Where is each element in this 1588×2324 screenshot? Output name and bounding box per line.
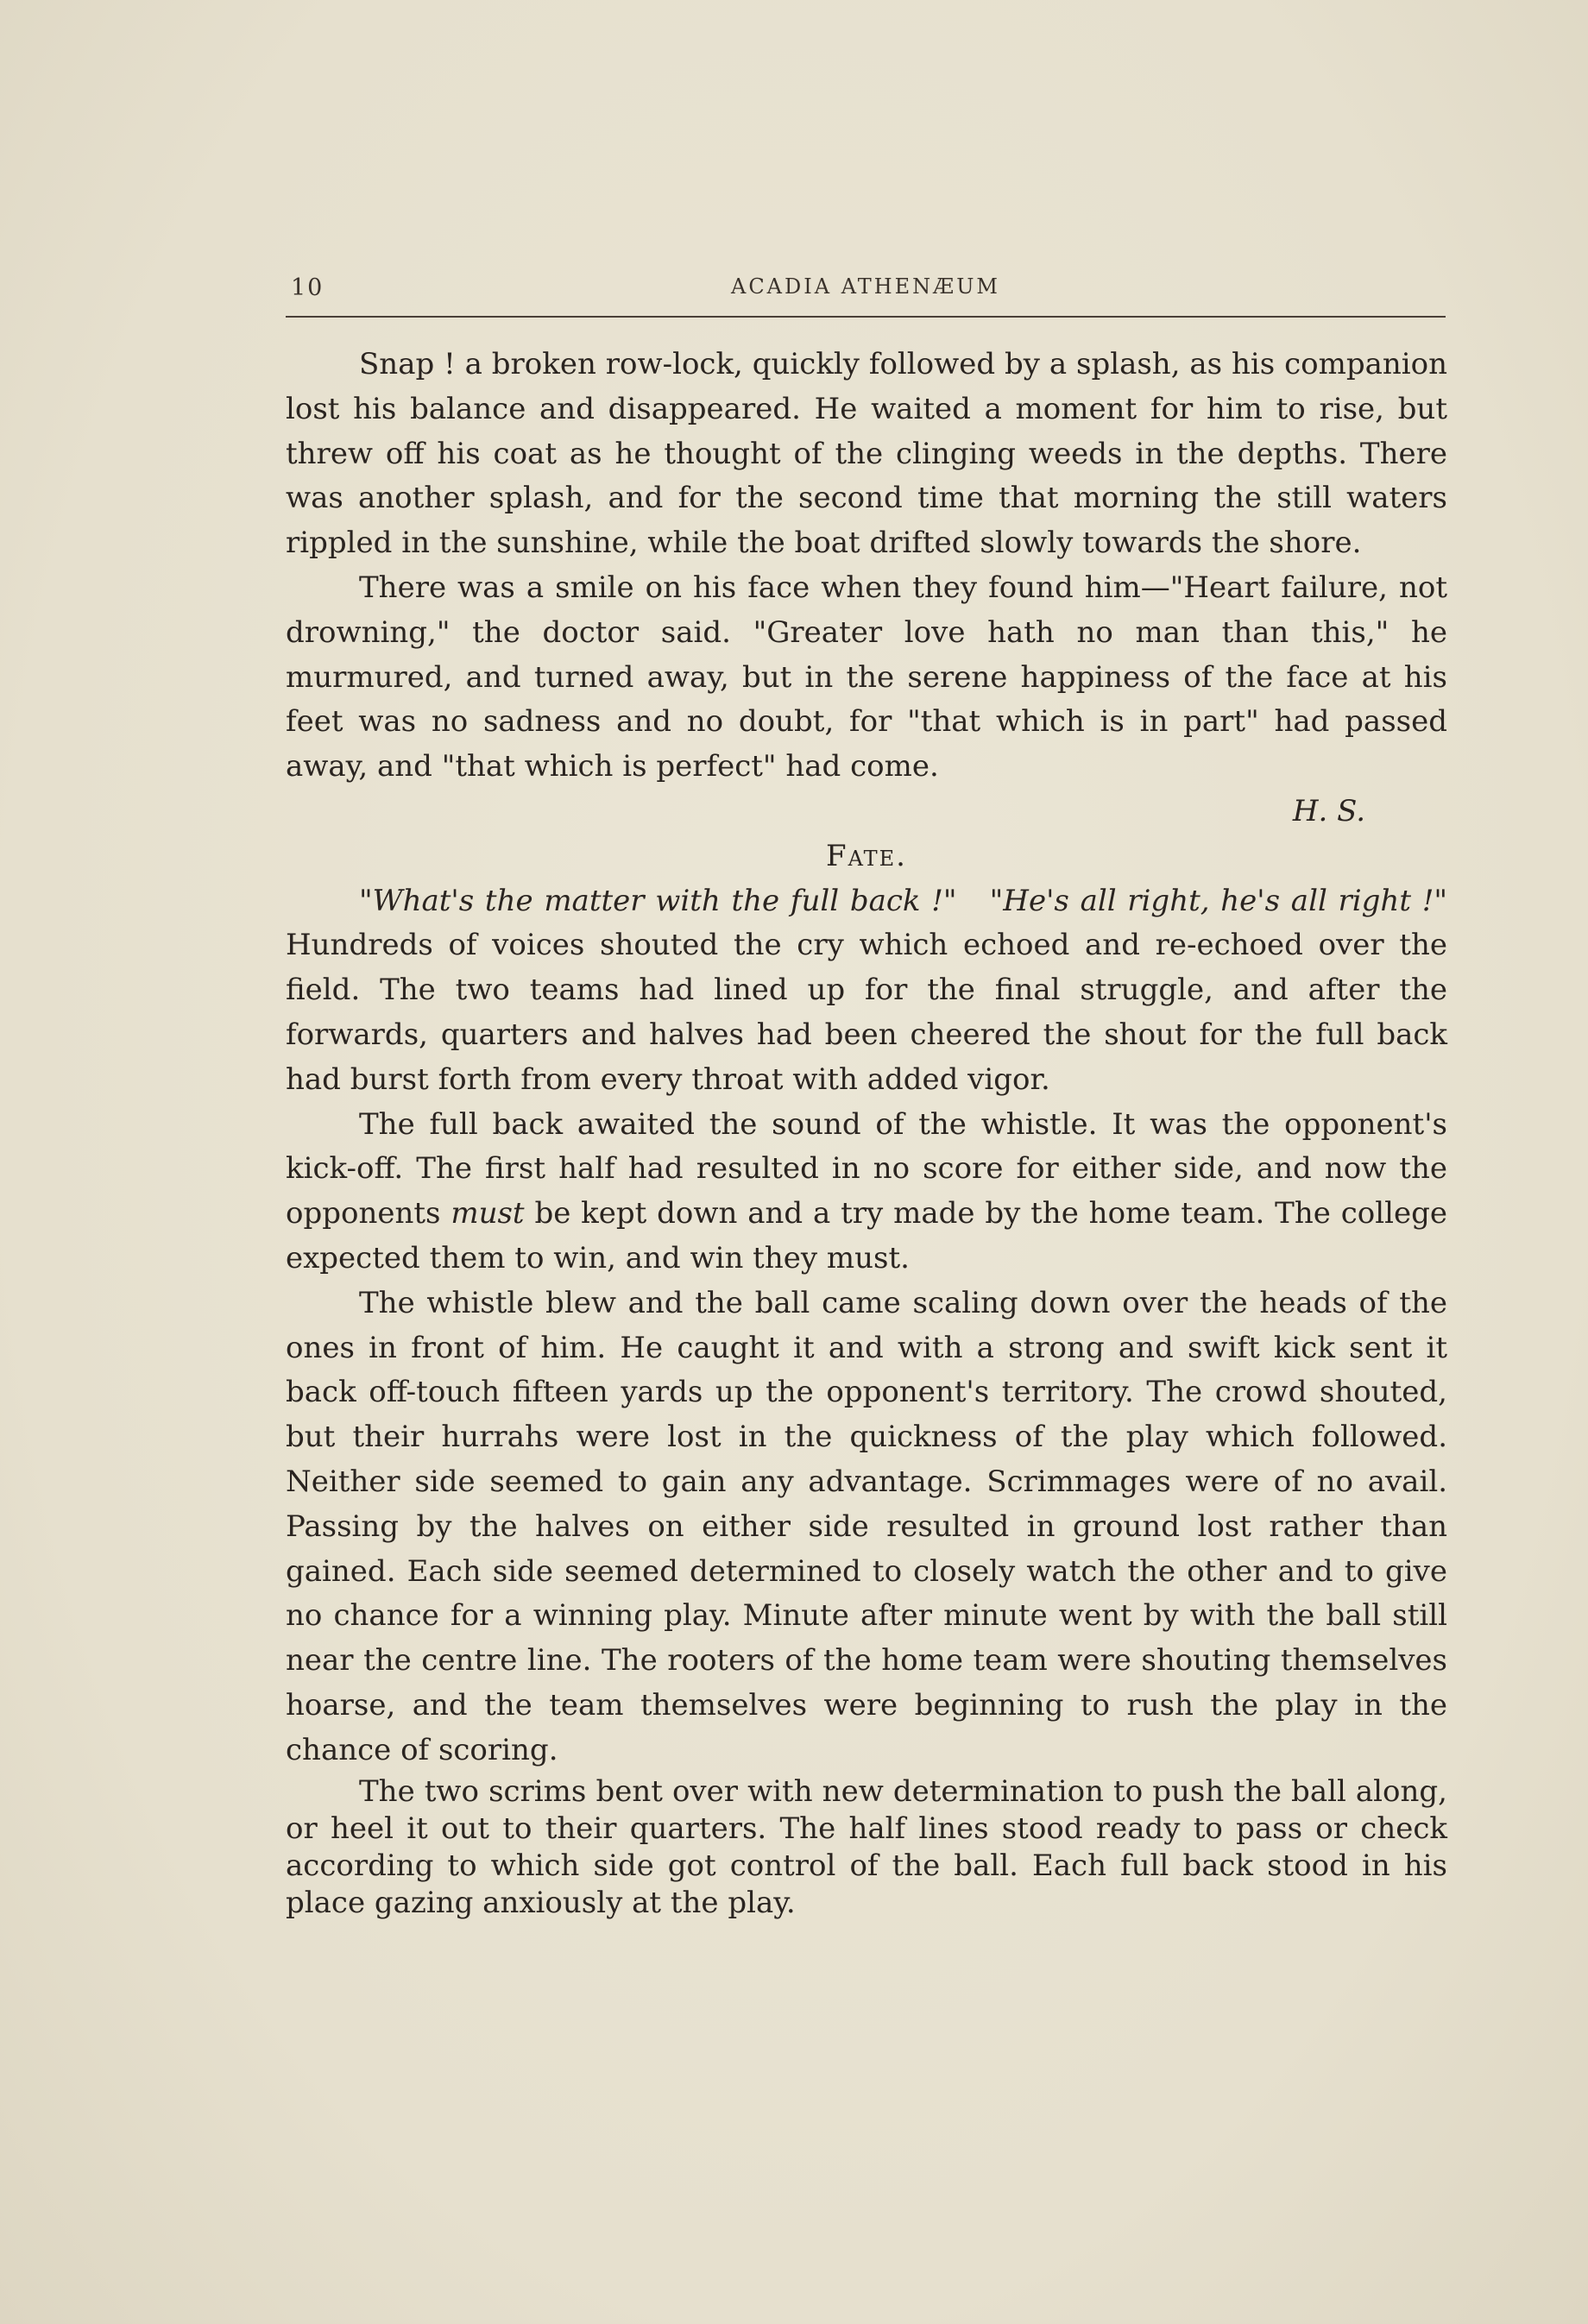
cheer-question: "What's the matter with the full back !" xyxy=(359,883,957,918)
story-paragraph-2: There was a smile on his face when they found him—"Heart failure, not drowning," the doctor said. "Greater love hath no man than this," he murmured, and turned away, but in the serene happiness of the face at his feet was no sadness and no doubt, for "that which is in part" had passed away, and "that which is perfect" had come. xyxy=(286,570,1447,784)
story-paragraph-1: Snap ! a broken row-lock, quickly followed by a splash, as his companion lost his balance and disappeared. He waited a moment for him to rise, but threw off his coat as he thought of the clinging weeds in the depths. There was another splash, and for the second time that morning the still waters rippled in the sunshine, while the boat drifted slowly towards the shore. xyxy=(286,347,1447,561)
page-number: 10 xyxy=(291,274,325,301)
last-section xyxy=(286,1773,1447,1922)
fate-paragraph-2-text-a: The full back awaited the sound of the whistle. It was the opponent's kick-off. The first half had resulted in no score for either side, and now the opponents xyxy=(286,1106,1447,1231)
body-text xyxy=(286,343,1447,1922)
fate-paragraph-1-text: Hundreds of voices shouted the cry which echoed and re-echoed over the field. The two teams had lined up for the final struggle, and after the forwards, quarters and halves had been cheered the shout for the full back had burst forth from every throat with added vigor. xyxy=(286,928,1447,1097)
fate-paragraph-2 xyxy=(286,1103,1447,1282)
page-header xyxy=(286,274,1446,309)
section-title: Fate. xyxy=(826,838,907,873)
fate-paragraph-1 xyxy=(286,879,1447,1103)
header-rule xyxy=(286,316,1446,318)
cheer-answer: "He's all right, he's all right !" xyxy=(989,883,1447,918)
running-title: ACADIA ATHENÆUM xyxy=(730,274,1000,299)
fate-paragraph-4: The two scrims bent over with new determination to push the ball along, or heel it out to their quarters. The half lines stood ready to pass or check according to which side got control of the ball. Each full back stood in his place gazing anxiously at the play. xyxy=(286,1773,1447,1920)
author-signature: H. S. xyxy=(1292,793,1365,828)
emphasis-word: must xyxy=(451,1196,525,1231)
fate-paragraph-2-text-b: be kept down and a try made by the home team. The college expected them to win, and win they must. xyxy=(286,1196,1447,1275)
fate-paragraph-3: The whistle blew and the ball came scaling down over the heads of the ones in front of him. He caught it and with a strong and swift kick sent it back off-touch fifteen yards up the opponent's territory. The crowd shouted, but their hurrahs were lost in the quickness of the play which followed. Neither side seemed to gain any advantage. Scrimmages were of no avail. Passing by the halves on either side resulted in ground lost rather than gained. Each side seemed determined to closely watch the other and to give no chance for a winning play. Minute after minute went by with the ball still near the centre line. The rooters of the home team were shouting themselves hoarse, and the team themselves were beginning to rush the play in the chance of scoring. xyxy=(286,1285,1447,1767)
